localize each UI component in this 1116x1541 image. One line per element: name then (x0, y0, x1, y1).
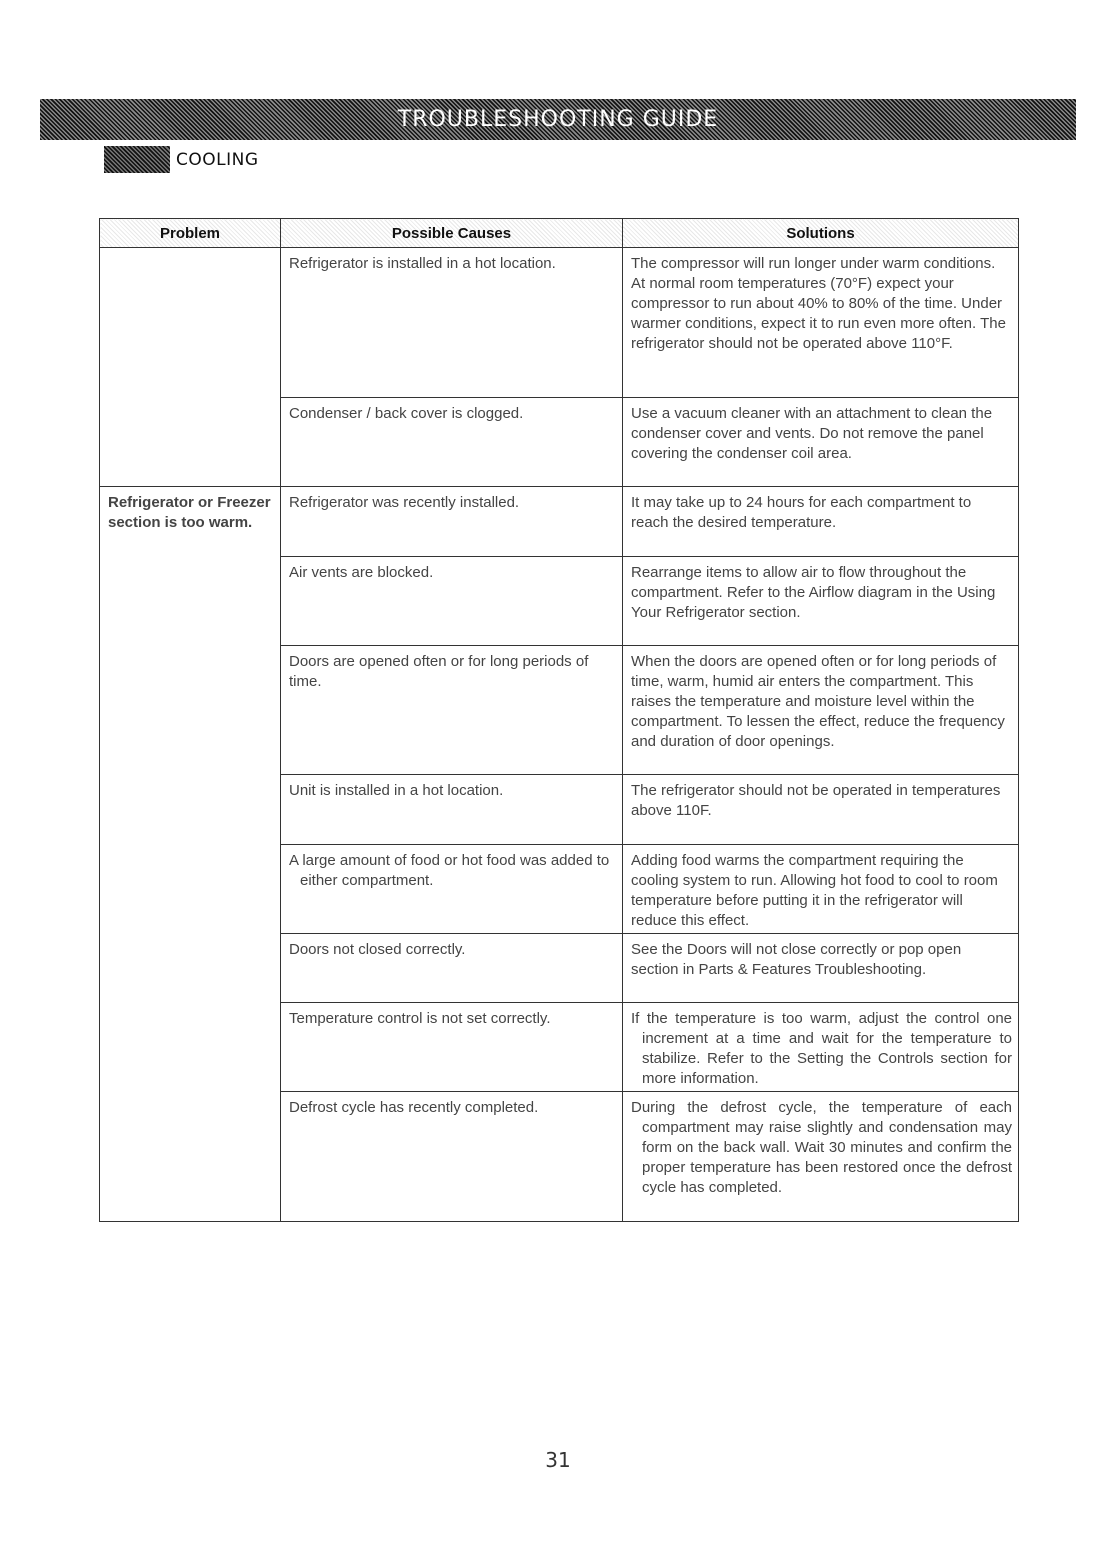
cause-cell: Doors not closed correctly. (281, 934, 623, 1003)
solution-text: During the defrost cycle, the temperature of each compartment may raise slightly and condensation may form on the back wall. Wait 30 minutes and confirm the proper temperature has been restored once the defrost cycle has completed. (631, 1099, 1012, 1196)
solution-cell (623, 1092, 1019, 1222)
solution-cell: Adding food warms the compartment requiring the cooling system to run. Allowing hot food to cool to room temperature before putting it in the refrigerator will reduce this effect. (623, 845, 1019, 934)
guide-title: TROUBLESHOOTING GUIDE (397, 107, 719, 132)
solution-text: If the temperature is too warm, adjust the control one increment at a time and wait for the temperature to stabilize. Refer to the Setting the Controls section for more information. (631, 1010, 1012, 1087)
cause-cell (281, 845, 623, 934)
cause-cell: Condenser / back cover is clogged. (281, 398, 623, 487)
solution-cell (623, 1003, 1019, 1092)
solution-cell: The refrigerator should not be operated in temperatures above 110F. (623, 775, 1019, 845)
column-header-problem: Problem (100, 219, 281, 248)
solution-cell: The compressor will run longer under warm conditions. At normal room temperatures (70°F) expect your compressor to run about 40% to 80% of the time. Under warmer conditions, expect it to run even more often. The refrigerator should not be operated above 110°F. (623, 248, 1019, 398)
problem-text: Refrigerator or Freezer section is too warm. (108, 494, 271, 531)
cause-cell: Air vents are blocked. (281, 557, 623, 646)
table-row (100, 487, 1019, 557)
problem-cell (100, 487, 281, 1222)
cause-cell: Defrost cycle has recently completed. (281, 1092, 623, 1222)
solution-cell: It may take up to 24 hours for each compartment to reach the desired temperature. (623, 487, 1019, 557)
problem-cell (100, 248, 281, 487)
table-row (100, 248, 1019, 398)
cause-cell: Unit is installed in a hot location. (281, 775, 623, 845)
cause-cell: Refrigerator was recently installed. (281, 487, 623, 557)
section-heading (104, 146, 259, 173)
solution-cell: See the Doors will not close correctly or pop open section in Parts & Features Troubleshooting. (623, 934, 1019, 1003)
section-label: COOLING (176, 149, 259, 170)
solution-cell: Rearrange items to allow air to flow throughout the compartment. Refer to the Airflow diagram in the Using Your Refrigerator section. (623, 557, 1019, 646)
cause-text: A large amount of food or hot food was added to either compartment. (289, 852, 610, 889)
column-header-solutions: Solutions (623, 219, 1019, 248)
troubleshooting-table (99, 218, 1019, 1222)
guide-banner (40, 99, 1076, 140)
cause-cell: Temperature control is not set correctly. (281, 1003, 623, 1092)
solution-cell: When the doors are opened often or for long periods of time, warm, humid air enters the compartment. This raises the temperature and moisture level within the compartment. To lessen the effect, reduce the frequency and duration of door openings. (623, 646, 1019, 775)
page-number: 31 (545, 1448, 571, 1472)
solution-cell: Use a vacuum cleaner with an attachment to clean the condenser cover and vents. Do not remove the panel covering the condenser coil area. (623, 398, 1019, 487)
column-header-causes: Possible Causes (281, 219, 623, 248)
table-header-row (100, 219, 1019, 248)
section-marker (104, 146, 170, 173)
cause-cell: Doors are opened often or for long periods of time. (281, 646, 623, 775)
cause-cell: Refrigerator is installed in a hot location. (281, 248, 623, 398)
